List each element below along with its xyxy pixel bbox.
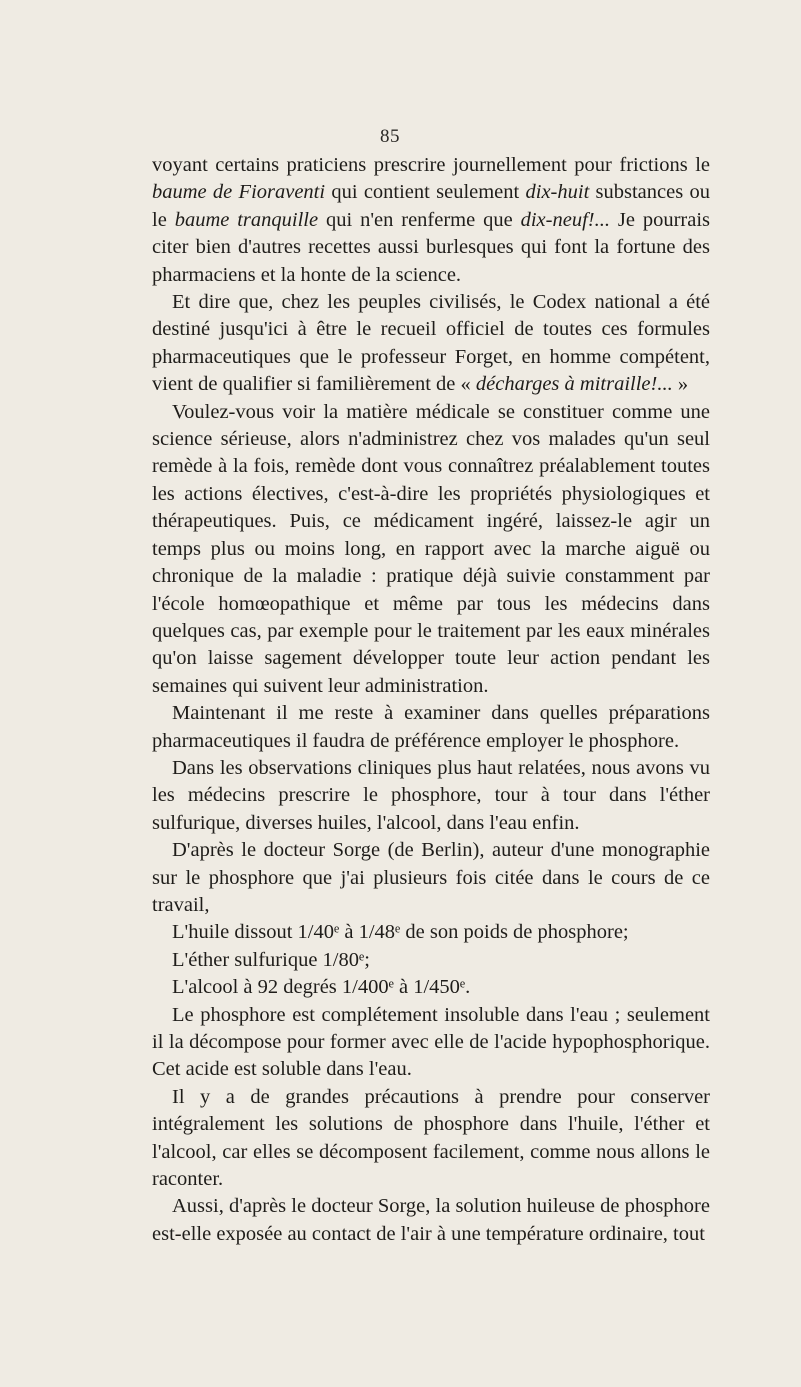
paragraph — [152, 399, 710, 700]
text-run: Le phosphore est complétement insoluble dans l'eau ; seulement il la décompose pour former avec elle de l'acide hypophosphorique. Cet acide est soluble dans l'eau. — [152, 1003, 710, 1081]
text-run: substances ou le — [152, 181, 710, 231]
italic-run: baume de Fioraventi — [152, 181, 326, 204]
italic-run: dix-huit — [525, 181, 590, 204]
italic-run: décharges à mitraille!... — [475, 373, 673, 396]
solubility-line — [152, 947, 710, 974]
text-run: Aussi, d'après le docteur Sorge, la solution huileuse de phosphore est-elle exposée au contact de l'air à une température ordinaire, tout — [152, 1195, 710, 1245]
solubility-line — [152, 919, 710, 946]
text-run: D'après le docteur Sorge (de Berlin), auteur d'une monographie sur le phosphore que j'ai plusieurs fois citée dans le cours de ce travail, — [152, 839, 710, 916]
solubility-line — [152, 974, 710, 1001]
text-run: Et dire que, chez les peuples civilisés, le Codex national a été destiné jusqu'ici à être le recueil officiel de toutes ces formules pharmaceutiques que le professeur Forget, en homme compétent, vient de qualifier si familièrement de « — [152, 291, 710, 396]
italic-run: baume tranquille — [174, 208, 319, 231]
text-run: L'éther sulfurique 1/80ᵉ; — [172, 948, 370, 971]
paragraph — [152, 755, 710, 837]
text-run: L'huile dissout 1/40ᵉ à 1/48ᵉ de son poids de phosphore; — [172, 921, 629, 944]
body-text — [152, 152, 710, 1248]
paragraph — [152, 837, 710, 919]
text-run: » — [672, 373, 689, 396]
text-run: qui contient seulement — [325, 181, 526, 204]
text-run: Voulez-vous voir la matière médicale se constituer comme une science sérieuse, alors n'administrez chez vos malades qu'un seul remède à la fois, remède dont vous connaîtrez préalablement toutes les actions électives, c'est-à-dire les propriétés physiologiques et thérapeutiques. Puis, ce médicament ingéré, laissez-le agir un temps plus ou moins long, en rapport avec la marche aiguë ou chronique de la maladie : pratique déjà suivie constamment par l'école homœopathique et même par tous les médecins dans quelques cas, par exemple pour le traitement par les eaux minérales qu'on laisse sagement développer toute leur action pendant les semaines qui suivent leur administration. — [152, 400, 710, 697]
text-run: Je pourrais citer bien d'autres recettes aussi burlesques qui font la fortune des pharmaciens et la honte de la science. — [152, 208, 710, 286]
text-run: Il y a de grandes précautions à prendre pour conserver intégralement les solutions de phosphore dans l'huile, l'éther et l'alcool, car elles se décomposent facilement, comme nous allons le raconter. — [152, 1085, 710, 1191]
italic-run: dix-neuf!... — [520, 208, 610, 231]
text-run: L'alcool à 92 degrés 1/400ᵉ à 1/450ᵉ. — [172, 976, 471, 999]
paragraph — [152, 700, 710, 755]
text-run: qui n'en renferme que — [318, 208, 521, 231]
paragraph — [152, 289, 710, 399]
paragraph — [152, 1193, 710, 1248]
page-number: 85 — [380, 126, 400, 147]
text-run: voyant certains praticiens prescrire journellement pour frictions le — [152, 154, 710, 176]
paragraph — [152, 1084, 710, 1194]
text-run: Dans les observations cliniques plus haut relatées, nous avons vu les médecins prescrire le phosphore, tour à tour dans l'éther sulfurique, diverses huiles, l'alcool, dans l'eau enfin. — [152, 756, 710, 834]
paragraph — [152, 152, 710, 289]
text-run: Maintenant il me reste à examiner dans quelles préparations pharmaceutiques il faudra de préférence employer le phosphore. — [152, 702, 710, 752]
paragraph — [152, 1002, 710, 1084]
